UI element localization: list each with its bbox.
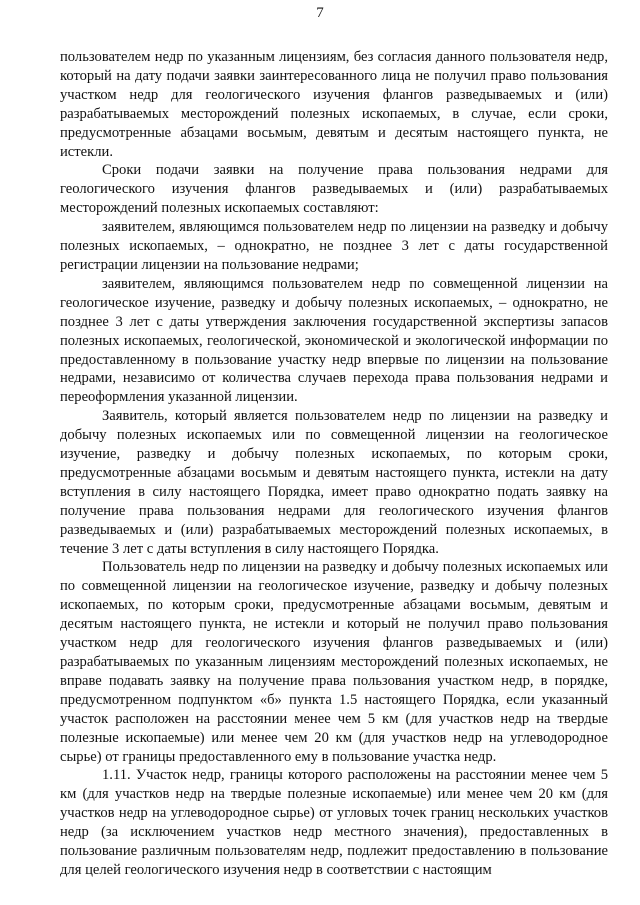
page-number: 7 [316, 5, 324, 21]
paragraph-application-terms: Сроки подачи заявки на получение права пользования недрами для геологического изучения флангов разведываемых и (или) разрабатываемых месторождений полезных ископаемых составляют: [60, 162, 608, 217]
paragraph-section-1-11: 1.11. Участок недр, границы которого расположены на расстоянии менее чем 5 км (для участков недр на твердые полезные ископаемые) или менее чем 20 км (для участков недр на углеводородное сырье) от угловых точек границ нескольких участков недр (за исключением участков недр местного значения), предоставленных в пользование различным пользователям недр, подлежит предоставлению в пользование для целей геологического изучения недр в соответствии с настоящим [60, 767, 608, 878]
paragraph-continuation: пользователем недр по указанным лицензиям, без согласия данного пользователя недр, который на дату подачи заявки заинтересованного лица не получил право пользования участком недр для геологического изучения флангов разведываемых и (или) разрабатываемых месторождений полезных ископаемых, в случае, если сроки, предусмотренные абзацами восьмым, девятым и десятым настоящего пункта, не истекли. [60, 49, 608, 160]
paragraph-term-combined-license: заявителем, являющимся пользователем недр по совмещенной лицензии на геологическое изучение, разведку и добычу полезных ископаемых, – однократно, не позднее 3 лет с даты утверждения заключения государственной экспертизы запасов полезных ископаемых, геологической, экономической и экологической информации по предоставленному в пользование участку недр впервые по лицензии на пользование недрами, независимо от количества случаев перехода права пользования недрами и переоформления указанной лицензии. [60, 275, 608, 406]
document-body [60, 48, 608, 880]
paragraph-term-production-license: заявителем, являющимся пользователем недр по лицензии на разведку и добычу полезных ископаемых, – однократно, не позднее 3 лет с даты государственной регистрации лицензии на пользование недрами; [60, 219, 608, 273]
paragraph-restriction: Пользователь недр по лицензии на разведку и добычу полезных ископаемых или по совмещенной лицензии на геологическое изучение, разведку и добычу полезных ископаемых, по которым сроки, предусмотренные абзацами восьмым, девятым и десятым настоящего пункта, не истекли и который не получил право пользования участком недр для геологического изучения флангов разведываемых и (или) разрабатываемых по указанным лицензиям месторождений полезных ископаемых, не вправе подавать заявку на получение права пользования участком недр, в порядке, предусмотренном подпунктом «б» пункта 1.5 настоящего Порядка, если указанный участок расположен на расстоянии менее чем 5 км (для участков недр на твердые полезные ископаемые) или менее чем 20 км (для участков недр на углеводородное сырье) от границы предоставленного ему в пользование участка недр. [60, 559, 608, 765]
paragraph-expired-terms: Заявитель, который является пользователем недр по лицензии на разведку и добычу полезных ископаемых или по совмещенной лицензии на геологическое изучение, разведку и добычу полезных ископаемых, по которым сроки, предусмотренные абзацами восьмым и девятым настоящего пункта, истекли на дату вступления в силу настоящего Порядка, имеет право однократно подать заявку на получение права пользования недрами для геологического изучения флангов разведываемых и (или) разрабатываемых месторождений полезных ископаемых, в течение 3 лет с даты вступления в силу настоящего Порядка. [60, 408, 608, 557]
